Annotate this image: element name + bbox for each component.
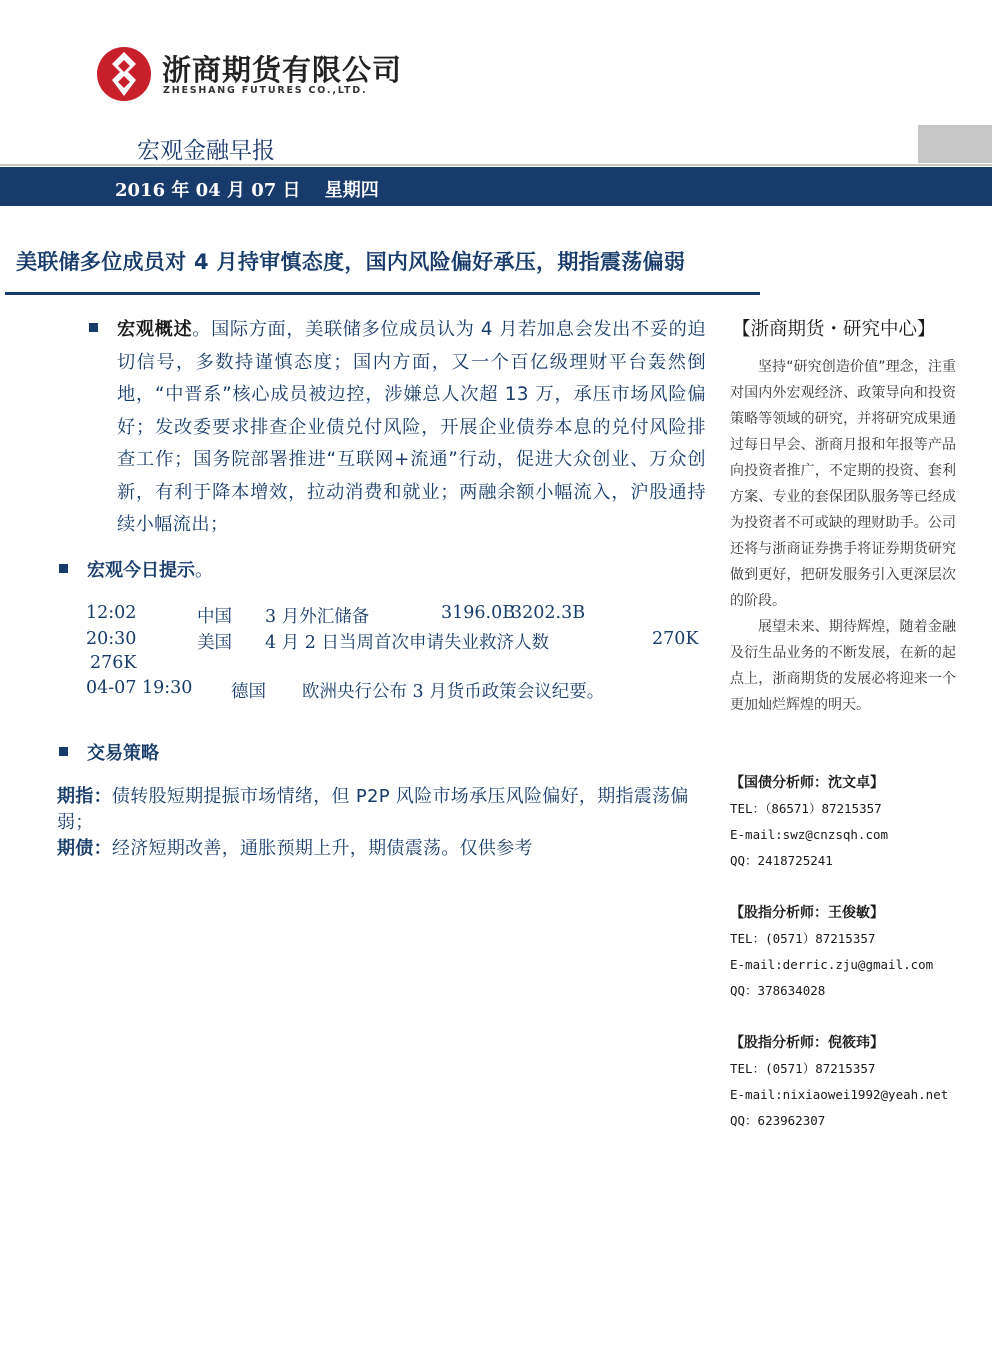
analyst-role: 【国债分析师：沈文卓】 <box>730 775 884 791</box>
macro-overview-text: 。国际方面，美联储多位成员认为 4 月若加息会发出不妥的迫切信号，多数持谨慎态度；国内方面，又一个百亿级理财平台轰然倒地，“中晋系”核心成员被边控，涉嫌总人次超 13 万，承压市场风险偏好；发改委要求排查企业债兑付风险，开展企业债券本息的兑付风险排查工作；国务院部署推进“互联网+流通”行动，促进大众创业、万众创新，有利于降本增效，拉动消费和就业；两融余额小幅流入，沪股通持续小幅流出； <box>117 319 706 535</box>
report-headline: 美联储多位成员对 4 月持审慎态度，国内风险偏好承压，期指震荡偏弱 <box>16 250 686 274</box>
sidebar-title: 【浙商期货・研究中心】 <box>732 319 936 340</box>
event-prev: 3196.0B <box>441 603 516 623</box>
headline-rule <box>5 292 760 295</box>
bullet-square-icon <box>89 323 98 332</box>
today-section-title <box>87 556 213 582</box>
event-time: 12:02 <box>86 603 137 623</box>
event-time: 20:30 <box>86 629 137 649</box>
strategy-item <box>57 836 707 862</box>
analyst-email[interactable]: E-mail:derric.zju@gmail.com <box>730 957 934 972</box>
analyst-email[interactable]: E-mail:nixiaowei1992@yeah.net <box>730 1087 949 1102</box>
analyst-card <box>730 770 970 874</box>
analyst-card <box>730 1030 970 1134</box>
sidebar-intro <box>730 354 956 718</box>
analyst-role: 【股指分析师：倪筱玮】 <box>730 1035 884 1051</box>
event-forecast: 3202.3B <box>511 603 586 623</box>
event-name: 4 月 2 日当周首次申请失业救济人数 <box>265 633 549 653</box>
event-country: 中国 <box>197 607 232 627</box>
analyst-email[interactable]: E-mail:swz@cnzsqh.com <box>730 827 889 842</box>
macro-overview-lead: 宏观概述 <box>117 319 193 340</box>
header-divider <box>0 164 992 166</box>
macro-overview-paragraph <box>117 314 706 542</box>
analyst-tel: TEL：（86571）87215357 <box>730 801 882 816</box>
today-title-text: 宏观今日提示 <box>87 560 195 581</box>
today-title-suffix: 。 <box>195 560 213 581</box>
analyst-card <box>730 900 970 1004</box>
analyst-role: 【股指分析师：王俊敏】 <box>730 905 884 921</box>
strategy-text: 经济短期改善，通胀预期上升，期债震荡。仅供参考 <box>111 838 533 859</box>
event-prev: 270K <box>652 629 699 649</box>
analyst-tel: TEL：(0571）87215357 <box>730 1061 876 1076</box>
event-forecast: 276K <box>90 653 137 673</box>
event-country: 德国 <box>231 682 266 702</box>
report-date: 2016 年 04 月 07 日 星期四 <box>115 180 379 201</box>
event-country: 美国 <box>197 633 232 653</box>
strategy-block <box>57 784 707 862</box>
company-name-en: ZHESHANG FUTURES CO.,LTD. <box>163 85 368 96</box>
event-name: 欧洲央行公布 3 月货币政策会议纪要。 <box>302 682 605 702</box>
analyst-tel: TEL：(0571）87215357 <box>730 931 876 946</box>
sidebar-paragraph: 展望未来、期待辉煌，随着金融及衍生品业务的不断发展，在新的起点上，浙商期货的发展必将迎来一个更加灿烂辉煌的明天。 <box>730 619 956 713</box>
strategy-key: 期指： <box>57 786 112 807</box>
header-gray-block <box>918 125 992 163</box>
bullet-square-icon <box>59 564 68 573</box>
company-name-cn: 浙商期货有限公司 <box>162 53 403 87</box>
sidebar-paragraph: 坚持“研究创造价值”理念，注重对国内外宏观经济、政策导向和投资策略等领域的研究，并将研究成果通过每日早会、浙商月报和年报等产品向投资者推广，不定期的投资、套利方案、专业的套保团队服务等已经成为投资者不可或缺的理财助手。公司还将与浙商证券携手将证券期货研究做到更好，把研发服务引入更深层次的阶段。 <box>730 359 956 609</box>
strategy-key: 期债： <box>57 838 112 859</box>
company-logo-icon <box>96 46 152 102</box>
strategy-text: 债转股短期提振市场情绪，但 P2P 风险市场承压风险偏好，期指震荡偏弱； <box>57 786 689 833</box>
analyst-qq: QQ：378634028 <box>730 983 826 998</box>
strategy-section-title: 交易策略 <box>87 743 159 764</box>
analyst-qq: QQ：2418725241 <box>730 853 833 868</box>
bullet-square-icon <box>59 747 68 756</box>
event-time: 04-07 19:30 <box>86 678 193 698</box>
report-type-title: 宏观金融早报 <box>137 138 275 164</box>
analyst-qq: QQ：623962307 <box>730 1113 826 1128</box>
strategy-item <box>57 784 707 836</box>
event-name: 3 月外汇储备 <box>265 607 370 627</box>
